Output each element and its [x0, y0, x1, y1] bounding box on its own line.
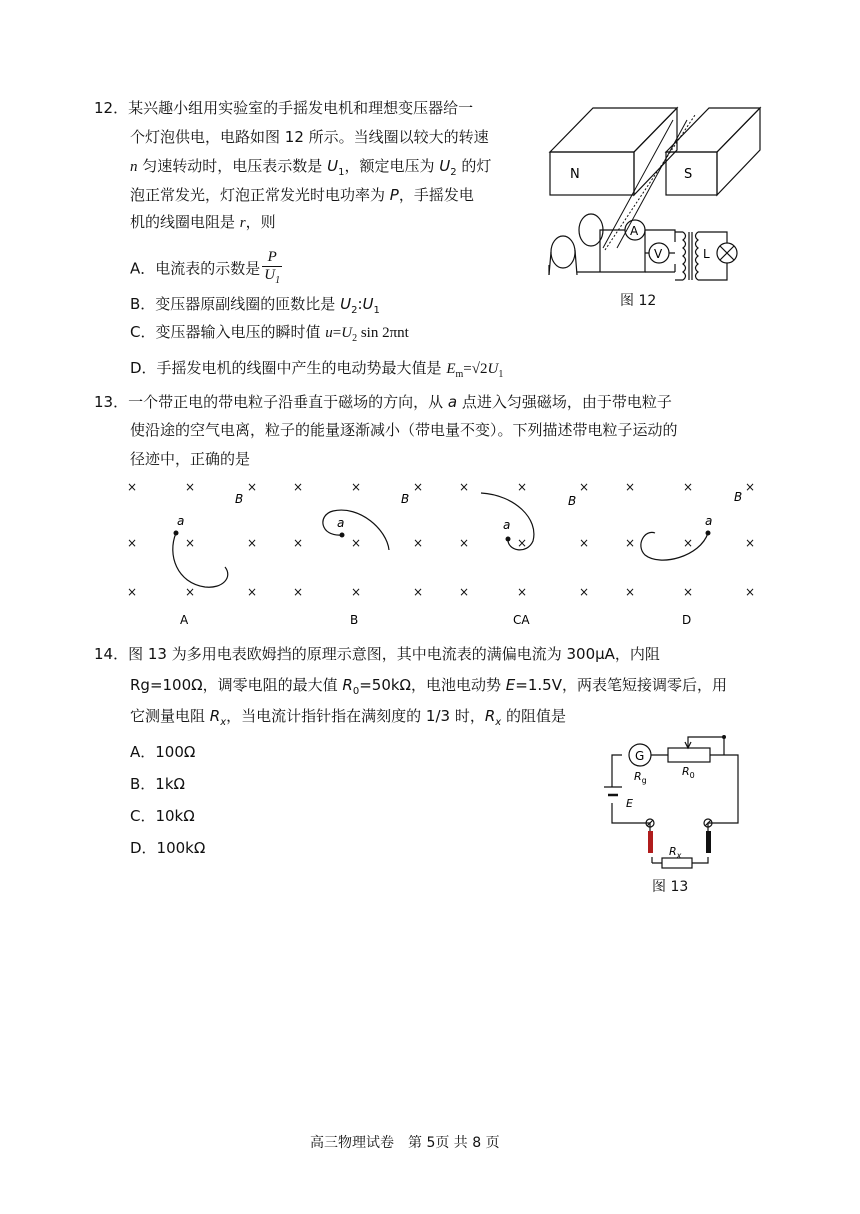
- q14-number: 14．: [94, 645, 129, 663]
- panel-c-field-label: B: [568, 494, 577, 508]
- svg-text:×: ×: [459, 536, 470, 550]
- svg-text:×: ×: [517, 480, 528, 494]
- panel-a-trajectory: [173, 492, 243, 627]
- page-footer: 高三物理试卷 第 5页 共 8 页: [310, 1135, 500, 1151]
- svg-text:×: ×: [579, 480, 590, 494]
- q14-option-b: B．1kΩ: [130, 775, 185, 793]
- q14-line-3: 它测量电阻 $R_x$，当电流计指针指在满刻度的 1/3 时，$R_x$ 的阻值是: [130, 707, 566, 728]
- label-rg: $R_g$: [634, 770, 647, 785]
- ring-leads: [549, 250, 577, 275]
- svg-text:×: ×: [351, 536, 362, 550]
- svg-text:×: ×: [683, 536, 694, 550]
- panel-a-label: A: [180, 613, 189, 627]
- label-ammeter: A: [630, 224, 639, 238]
- svg-text:×: ×: [413, 585, 424, 599]
- label-r0: $R_0$: [682, 765, 695, 780]
- panel-b-label: B: [350, 613, 359, 627]
- q12-option-b: B．变压器原副线圈的匝数比是 $U_2:U_1$: [130, 295, 380, 316]
- q14-option-c: C．10kΩ: [130, 807, 195, 825]
- panel-d-point-label: a: [705, 514, 713, 528]
- q12-number: 12．: [94, 99, 129, 117]
- q13-line-1: 13．一个带正电的带电粒子沿垂直于磁场的方向，从 a 点进入匀强磁场，由于带电粒子: [94, 393, 672, 411]
- svg-text:×: ×: [413, 536, 424, 550]
- q12-option-a: A．电流表的示数是 $\frac{P}{U_1}$: [130, 249, 281, 286]
- svg-text:×: ×: [459, 480, 470, 494]
- cross-marks: [127, 480, 755, 599]
- panel-a-point-label: a: [177, 514, 185, 528]
- q13-trajectory-panels: [115, 475, 775, 635]
- magnet-s-side: [717, 108, 760, 195]
- svg-text:×: ×: [625, 480, 636, 494]
- q12-line-4: 泡正常发光，灯泡正常发光时电功率为 P，手摇发电: [130, 186, 474, 204]
- svg-text:×: ×: [745, 585, 756, 599]
- svg-text:×: ×: [351, 585, 362, 599]
- svg-text:×: ×: [683, 585, 694, 599]
- q12-line-5: 机的线圈电阻是 r，则: [130, 213, 276, 231]
- label-rx: $R_x$: [669, 845, 682, 860]
- panel-d-field-label: B: [734, 490, 743, 504]
- q12-line-1: 12．某兴趣小组用实验室的手摇发电机和理想变压器给一: [94, 99, 474, 117]
- label-lamp: L: [703, 247, 710, 261]
- panel-b-field-label: B: [401, 492, 410, 506]
- q12-option-c: C．变压器输入电压的瞬时值 $u=U_2$ sin 2πnt: [130, 323, 409, 344]
- figure-12-generator-circuit: [545, 90, 775, 315]
- q14-line-2: Rg=100Ω，调零电阻的最大值 $R_0=50k\Omega$，电池电动势 E=1.5V，两表笔短接调零后，用: [130, 676, 727, 697]
- magnet-n-front: [550, 152, 634, 195]
- label-voltmeter: V: [654, 247, 663, 261]
- q14-line-1: 14．图 13 为多用电表欧姆挡的原理示意图，其中电流表的满偏电流为 300μA，内阻: [94, 645, 660, 663]
- svg-text:×: ×: [185, 480, 196, 494]
- q14-option-a: A．100Ω: [130, 743, 196, 761]
- panel-b-trajectory: [323, 492, 409, 627]
- svg-text:×: ×: [293, 536, 304, 550]
- svg-text:×: ×: [579, 536, 590, 550]
- label-e: E: [626, 797, 633, 810]
- panel-c-trajectory: [481, 493, 576, 627]
- panel-b-point-label: a: [337, 516, 345, 530]
- figure-12-caption: 图 12: [620, 293, 657, 309]
- q13-line-3: 径迹中，正确的是: [130, 450, 251, 468]
- label-g: G: [635, 749, 645, 763]
- svg-text:×: ×: [127, 480, 138, 494]
- resistor-r0: [668, 748, 710, 762]
- panel-c-point-label: a: [503, 518, 511, 532]
- svg-text:×: ×: [351, 480, 362, 494]
- svg-text:×: ×: [185, 536, 196, 550]
- slider-wire: [688, 737, 724, 755]
- svg-text:×: ×: [185, 585, 196, 599]
- primary-coil: [683, 232, 686, 280]
- svg-text:×: ×: [517, 585, 528, 599]
- panel-d-label: D: [682, 613, 692, 627]
- panel-d-trajectory: [641, 490, 742, 627]
- svg-text:×: ×: [127, 585, 138, 599]
- svg-text:×: ×: [247, 480, 258, 494]
- svg-text:×: ×: [247, 585, 258, 599]
- svg-text:×: ×: [745, 536, 756, 550]
- magnet-s-top: [666, 108, 760, 152]
- svg-text:×: ×: [459, 585, 470, 599]
- label-s: S: [684, 167, 693, 182]
- svg-text:×: ×: [683, 480, 694, 494]
- svg-text:×: ×: [517, 536, 528, 550]
- secondary-coil: [696, 232, 699, 280]
- q12-line-2: 个灯泡供电，电路如图 12 所示。当线圈以较大的转速: [130, 128, 489, 146]
- svg-text:×: ×: [745, 480, 756, 494]
- wire-right: [708, 755, 738, 837]
- red-probe: [648, 831, 653, 853]
- svg-text:×: ×: [413, 480, 424, 494]
- svg-text:×: ×: [293, 480, 304, 494]
- q13-line-2: 使沿途的空气电离，粒子的能量逐渐减小（带电量不变）。下列描述带电粒子运动的: [130, 421, 678, 439]
- svg-text:×: ×: [625, 585, 636, 599]
- svg-text:×: ×: [625, 536, 636, 550]
- panel-a-field-label: B: [235, 492, 244, 506]
- svg-text:×: ×: [127, 536, 138, 550]
- panel-c-label: CA: [513, 613, 530, 627]
- q14-option-d: D．100kΩ: [130, 839, 206, 857]
- q13-number: 13．: [94, 393, 129, 411]
- figure-13-ohmmeter-circuit: [600, 725, 750, 875]
- magnet-n-top: [550, 108, 677, 152]
- q12-option-d: D．手摇发电机的线圈中产生的电动势最大值是 $E_m=√2U_1$: [130, 359, 504, 380]
- figure-13-caption: 图 13: [652, 879, 689, 895]
- svg-text:×: ×: [293, 585, 304, 599]
- svg-text:×: ×: [247, 536, 258, 550]
- label-n: N: [570, 167, 580, 182]
- black-probe: [706, 831, 711, 853]
- ring-1: [551, 236, 575, 268]
- q12-line-3: n 匀速转动时，电压表示数是 $U_1$，额定电压为 $U_2$ 的灯: [130, 157, 492, 178]
- svg-text:×: ×: [579, 585, 590, 599]
